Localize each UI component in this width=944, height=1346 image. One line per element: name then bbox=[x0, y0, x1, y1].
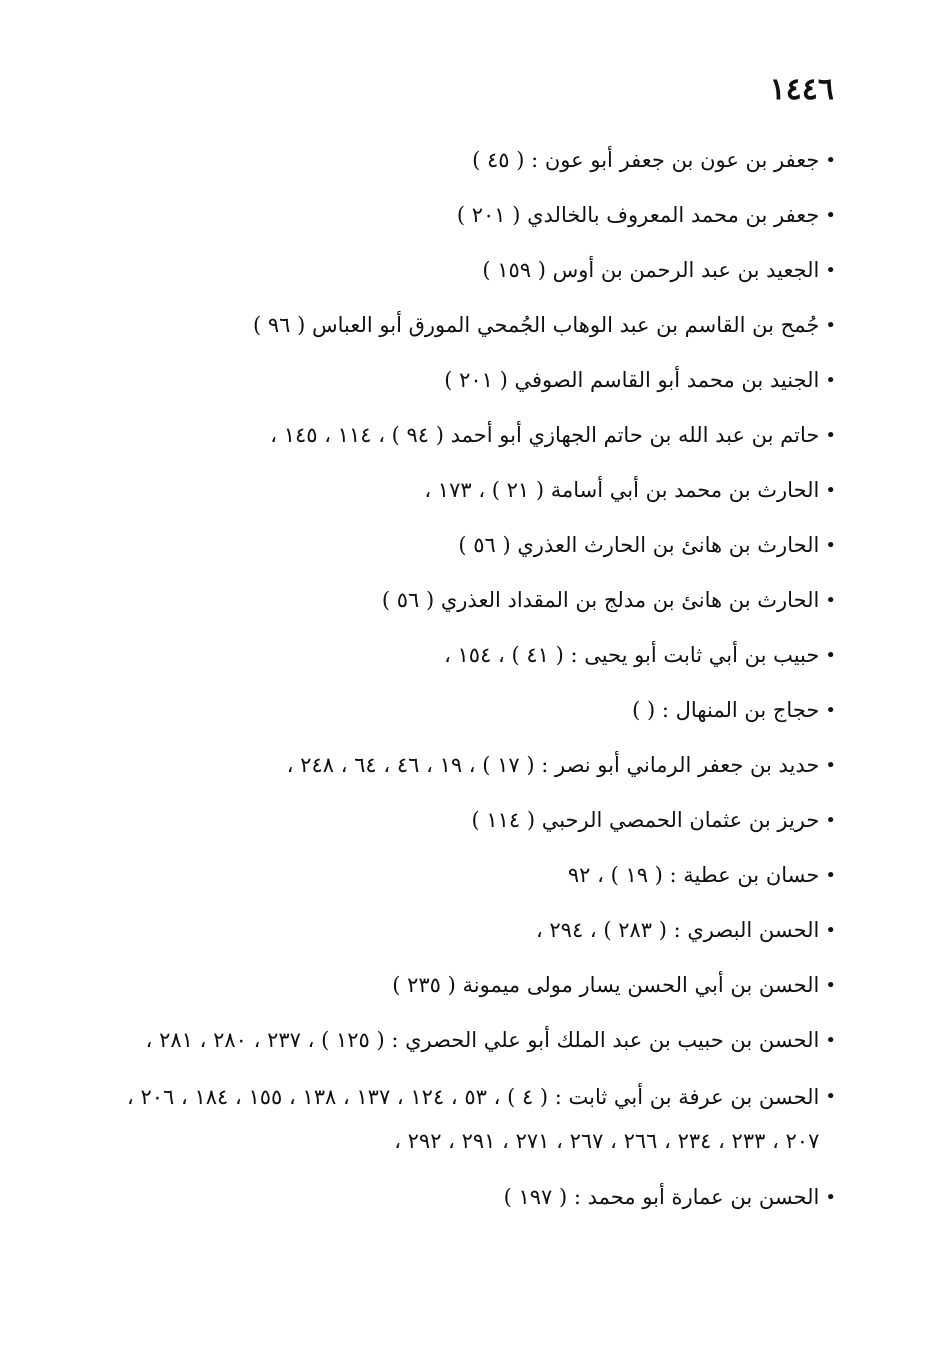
entry-text: الحسن بن عرفة بن أبي ثابت : ( ٤ ) ، ٥٣ ، ١٢٤ ، ١٣٧ ، ١٣٨ ، ١٥٥ ، ١٨٤ ، ٢٠٦ ، ٢٠٧ ، ٢٣٣ ، ٢٣٤ ، ٢٦٦ ، ٢٦٧ ، ٢٧١ ، ٢٩١ ، ٢٩٢ ، bbox=[120, 1085, 820, 1153]
entry-text: حاتم بن عبد الله بن حاتم الجهازي أبو أحمد ( ٩٤ ) ، ١١٤ ، ١٤٥ ، bbox=[270, 423, 820, 447]
entry-text: حبيب بن أبي ثابت أبو يحيى : ( ٤١ ) ، ١٥٤ ، bbox=[444, 643, 820, 667]
entry-text: الحارث بن هانئ بن مدلج بن المقداد العذري ( ٥٦ ) bbox=[381, 588, 820, 612]
bullet-marker: • bbox=[825, 1030, 836, 1051]
index-entry bbox=[96, 525, 836, 566]
page-number: ١٤٤٦ bbox=[769, 72, 834, 107]
index-entry bbox=[96, 470, 836, 511]
index-entry bbox=[96, 140, 836, 181]
bullet-marker: • bbox=[825, 205, 836, 226]
entry-text: الحسن بن عمارة أبو محمد : ( ١٩٧ ) bbox=[503, 1185, 820, 1209]
index-entries-list bbox=[96, 140, 836, 1232]
index-entry bbox=[96, 635, 836, 676]
entry-text: الحارث بن هانئ بن الحارث العذري ( ٥٦ ) bbox=[458, 533, 820, 557]
index-entry bbox=[96, 1075, 836, 1163]
bullet-marker: • bbox=[825, 590, 836, 611]
entry-text: حديد بن جعفر الرماني أبو نصر : ( ١٧ ) ، ١٩ ، ٤٦ ، ٦٤ ، ٢٤٨ ، bbox=[286, 753, 820, 777]
bullet-marker: • bbox=[825, 535, 836, 556]
entry-text: حجاج بن المنهال : ( ) bbox=[632, 698, 820, 722]
entry-text: جعفر بن محمد المعروف بالخالدي ( ٢٠١ ) bbox=[456, 203, 820, 227]
index-entry bbox=[96, 1020, 836, 1061]
index-entry bbox=[96, 1177, 836, 1218]
entry-text: جعفر بن عون بن جعفر أبو عون : ( ٤٥ ) bbox=[472, 148, 820, 172]
bullet-marker: • bbox=[825, 1086, 836, 1107]
index-entry bbox=[96, 965, 836, 1006]
entry-text: الحسن البصري : ( ٢٨٣ ) ، ٢٩٤ ، bbox=[535, 918, 820, 942]
index-entry bbox=[96, 580, 836, 621]
index-entry bbox=[96, 250, 836, 291]
bullet-marker: • bbox=[825, 315, 836, 336]
bullet-marker: • bbox=[825, 755, 836, 776]
index-entry bbox=[96, 360, 836, 401]
index-entry bbox=[96, 800, 836, 841]
index-entry bbox=[96, 415, 836, 456]
entry-text: الجنيد بن محمد أبو القاسم الصوفي ( ٢٠١ ) bbox=[444, 368, 820, 392]
index-entry bbox=[96, 195, 836, 236]
entry-text: الحارث بن محمد بن أبي أسامة ( ٢١ ) ، ١٧٣ ، bbox=[424, 478, 820, 502]
index-entry bbox=[96, 690, 836, 731]
bullet-marker: • bbox=[825, 975, 836, 996]
entry-text: جُمح بن القاسم بن عبد الوهاب الجُمحي المورق أبو العباس ( ٩٦ ) bbox=[253, 313, 820, 337]
bullet-marker: • bbox=[825, 480, 836, 501]
index-entry bbox=[96, 305, 836, 346]
bullet-marker: • bbox=[825, 700, 836, 721]
bullet-marker: • bbox=[825, 645, 836, 666]
bullet-marker: • bbox=[825, 260, 836, 281]
bullet-marker: • bbox=[825, 1187, 836, 1208]
entry-text: حسان بن عطية : ( ١٩ ) ، ٩٢ bbox=[567, 863, 820, 887]
bullet-marker: • bbox=[825, 920, 836, 941]
index-entry bbox=[96, 745, 836, 786]
bullet-marker: • bbox=[825, 150, 836, 171]
entry-text: حريز بن عثمان الحمصي الرحبي ( ١١٤ ) bbox=[471, 808, 820, 832]
index-entry bbox=[96, 855, 836, 896]
bullet-marker: • bbox=[825, 865, 836, 886]
bullet-marker: • bbox=[825, 370, 836, 391]
bullet-marker: • bbox=[825, 810, 836, 831]
index-entry bbox=[96, 910, 836, 951]
entry-text: الحسن بن أبي الحسن يسار مولى ميمونة ( ٢٣٥ ) bbox=[392, 973, 820, 997]
entry-text: الحسن بن حبيب بن عبد الملك أبو علي الحصري : ( ١٢٥ ) ، ٢٣٧ ، ٢٨٠ ، ٢٨١ ، bbox=[145, 1028, 820, 1052]
entry-text: الجعيد بن عبد الرحمن بن أوس ( ١٥٩ ) bbox=[482, 258, 820, 282]
bullet-marker: • bbox=[825, 425, 836, 446]
